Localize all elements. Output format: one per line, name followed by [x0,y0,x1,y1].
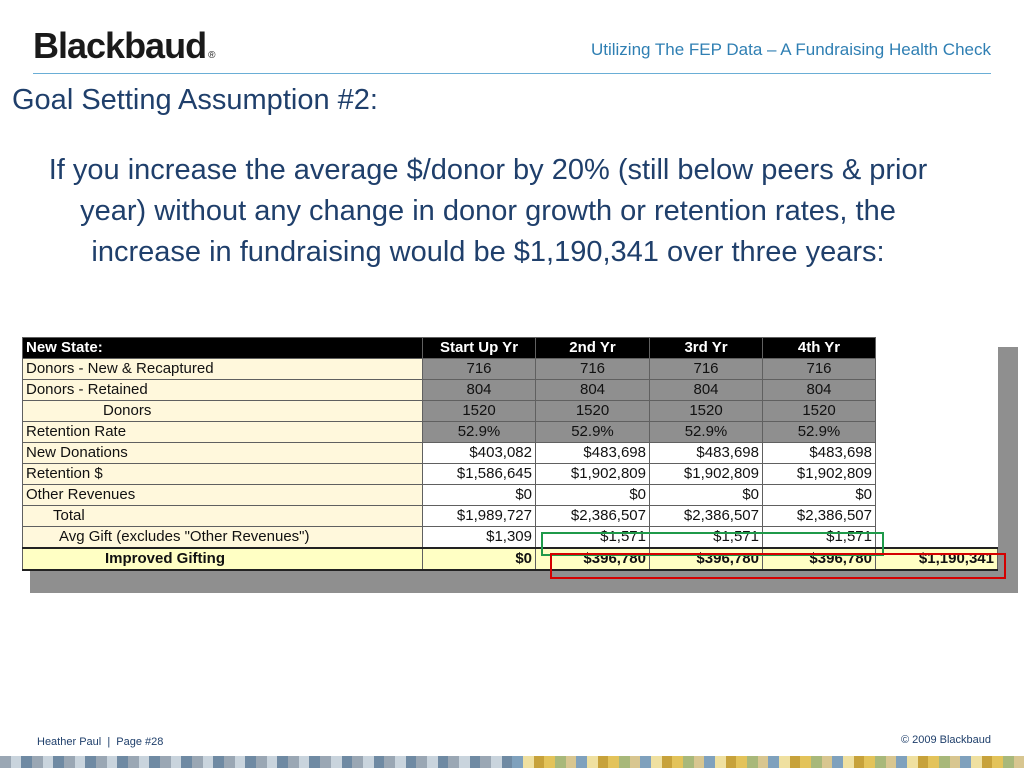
stripe-segment [139,756,150,768]
three-year-total-cell: $1,190,341 [876,548,998,570]
table-row [23,401,998,422]
stripe-segment [160,756,171,768]
cell: $2,386,507 [536,506,650,527]
cell: $0 [650,485,763,506]
cell: $2,386,507 [763,506,876,527]
stripe-segment [267,756,278,768]
row-label: Retention Rate [23,422,423,443]
stripe-segment [363,756,374,768]
cell: $1,571 [763,527,876,549]
column-header-start-up-yr: Start Up Yr [423,338,536,359]
stripe-segment [555,756,566,768]
stripe-segment [694,756,705,768]
stripe-segment [811,756,822,768]
stripe-segment [1003,756,1014,768]
footer-copyright: © 2009 Blackbaud [900,734,991,746]
row-label: Other Revenues [23,485,423,506]
stripe-segment [704,756,715,768]
row-label: Donors - New & Recaptured [23,359,423,380]
stripe-segment [277,756,288,768]
stripe-segment [566,756,577,768]
stripe-segment [32,756,43,768]
registered-mark: ® [208,50,216,61]
new-state-table-container [22,337,1004,581]
cell: 804 [763,380,876,401]
stripe-segment [736,756,747,768]
blank-cell [876,443,998,464]
blank-cell [876,380,998,401]
blank-cell [876,506,998,527]
header-divider [33,73,991,74]
footer-author-page: Heather Paul | Page #28 [37,736,164,748]
presentation-title: Utilizing The FEP Data – A Fundraising Health Check [590,40,991,59]
stripe-segment [832,756,843,768]
column-header-2nd-yr: 2nd Yr [536,338,650,359]
stripe-segment [309,756,320,768]
stripe-segment [320,756,331,768]
stripe-segment [203,756,214,768]
cell: 52.9% [763,422,876,443]
cell: $1,902,809 [763,464,876,485]
stripe-segment [395,756,406,768]
stripe-segment [128,756,139,768]
improved-gifting-highlight-box [550,553,1006,579]
stripe-segment [875,756,886,768]
cell: 1520 [650,401,763,422]
stripe-segment [512,756,523,768]
cell: $1,902,809 [650,464,763,485]
stripe-segment [224,756,235,768]
blank-cell [876,464,998,485]
stripe-segment [715,756,726,768]
cell: 52.9% [423,422,536,443]
table-header-row [23,338,998,359]
row-label: Donors [23,401,423,422]
cell: $483,698 [650,443,763,464]
cell: 804 [650,380,763,401]
blank-cell [876,401,998,422]
stripe-segment [918,756,929,768]
stripe-segment [907,756,918,768]
cell: $396,780 [763,548,876,570]
table-row [23,359,998,380]
stripe-segment [576,756,587,768]
cell: $1,586,645 [423,464,536,485]
stripe-segment [928,756,939,768]
cell: $483,698 [536,443,650,464]
blank-header-cell [876,338,998,359]
cell: $2,386,507 [650,506,763,527]
stripe-segment [822,756,833,768]
stripe-segment [896,756,907,768]
table-row [23,380,998,401]
table-row [23,422,998,443]
stripe-segment [43,756,54,768]
row-label: Retention $ [23,464,423,485]
cell: $1,989,727 [423,506,536,527]
stripe-segment [352,756,363,768]
stripe-segment [427,756,438,768]
stripe-segment [192,756,203,768]
blank-cell [876,422,998,443]
stripe-segment [406,756,417,768]
cell: 52.9% [536,422,650,443]
stripe-segment [800,756,811,768]
cell: 1520 [423,401,536,422]
stripe-segment [171,756,182,768]
stripe-segment [96,756,107,768]
cell: 716 [423,359,536,380]
cell: $1,571 [650,527,763,549]
slide-title: Goal Setting Assumption #2: [12,84,378,116]
stripe-segment [107,756,118,768]
stripe-segment [21,756,32,768]
stripe-segment [149,756,160,768]
column-header-label: New State: [23,338,423,359]
stripe-segment [0,756,11,768]
stripe-segment [256,756,267,768]
stripe-segment [117,756,128,768]
stripe-segment [384,756,395,768]
blank-cell [876,527,998,549]
blackbaud-logo [33,24,215,78]
stripe-segment [790,756,801,768]
row-label: New Donations [23,443,423,464]
stripe-segment [1014,756,1024,768]
stripe-segment [448,756,459,768]
cell: 52.9% [650,422,763,443]
stripe-segment [235,756,246,768]
table-row [23,485,998,506]
logo-text: Blackbaud [33,25,207,66]
stripe-segment [758,756,769,768]
stripe-segment [619,756,630,768]
stripe-segment [459,756,470,768]
cell: $396,780 [650,548,763,570]
stripe-segment [75,756,86,768]
cell: $403,082 [423,443,536,464]
table-row [23,464,998,485]
stripe-segment [587,756,598,768]
column-header-4th-yr: 4th Yr [763,338,876,359]
stripe-segment [299,756,310,768]
blank-cell [876,359,998,380]
stripe-segment [523,756,534,768]
cell: 716 [536,359,650,380]
stripe-segment [331,756,342,768]
stripe-segment [950,756,961,768]
stripe-segment [982,756,993,768]
stripe-segment [779,756,790,768]
row-label: Donors - Retained [23,380,423,401]
stripe-segment [544,756,555,768]
stripe-segment [85,756,96,768]
cell: 804 [536,380,650,401]
stripe-segment [288,756,299,768]
blank-cell [876,485,998,506]
stripe-segment [640,756,651,768]
cell: $0 [763,485,876,506]
stripe-segment [683,756,694,768]
cell: $483,698 [763,443,876,464]
stripe-segment [502,756,513,768]
cell: 716 [763,359,876,380]
cell: $396,780 [536,548,650,570]
stripe-segment [747,756,758,768]
stripe-segment [374,756,385,768]
cell: 1520 [536,401,650,422]
stripe-segment [672,756,683,768]
row-label: Total [23,506,423,527]
cell: 804 [423,380,536,401]
stripe-segment [843,756,854,768]
stripe-segment [651,756,662,768]
stripe-segment [416,756,427,768]
stripe-segment [726,756,737,768]
cell: 716 [650,359,763,380]
stripe-segment [854,756,865,768]
stripe-segment [213,756,224,768]
stripe-segment [11,756,22,768]
stripe-segment [864,756,875,768]
decorative-stripe-bar [0,756,1024,768]
stripe-segment [992,756,1003,768]
cell: $0 [536,485,650,506]
stripe-segment [608,756,619,768]
stripe-segment [53,756,64,768]
stripe-segment [960,756,971,768]
cell: $0 [423,485,536,506]
stripe-segment [971,756,982,768]
stripe-segment [630,756,641,768]
stripe-segment [64,756,75,768]
stripe-segment [886,756,897,768]
cell: 1520 [763,401,876,422]
stripe-segment [491,756,502,768]
stripe-segment [768,756,779,768]
cell: $0 [423,548,536,570]
column-header-3rd-yr: 3rd Yr [650,338,763,359]
stripe-segment [342,756,353,768]
stripe-segment [470,756,481,768]
cell: $1,902,809 [536,464,650,485]
table-row [23,506,998,527]
stripe-segment [939,756,950,768]
slide-intro-text: If you increase the average $/donor by 20% (still below peers & prior year) without any change in donor growth or retention rates, the increase in fundraising would be $1,190,341 over three years: [48,154,928,268]
stripe-segment [534,756,545,768]
stripe-segment [181,756,192,768]
cell: $1,309 [423,527,536,549]
cell: $1,571 [536,527,650,549]
stripe-segment [245,756,256,768]
stripe-segment [480,756,491,768]
table-row [23,443,998,464]
row-label: Improved Gifting [23,548,423,570]
stripe-segment [438,756,449,768]
row-label: Avg Gift (excludes "Other Revenues") [23,527,423,549]
stripe-segment [662,756,673,768]
stripe-segment [598,756,609,768]
